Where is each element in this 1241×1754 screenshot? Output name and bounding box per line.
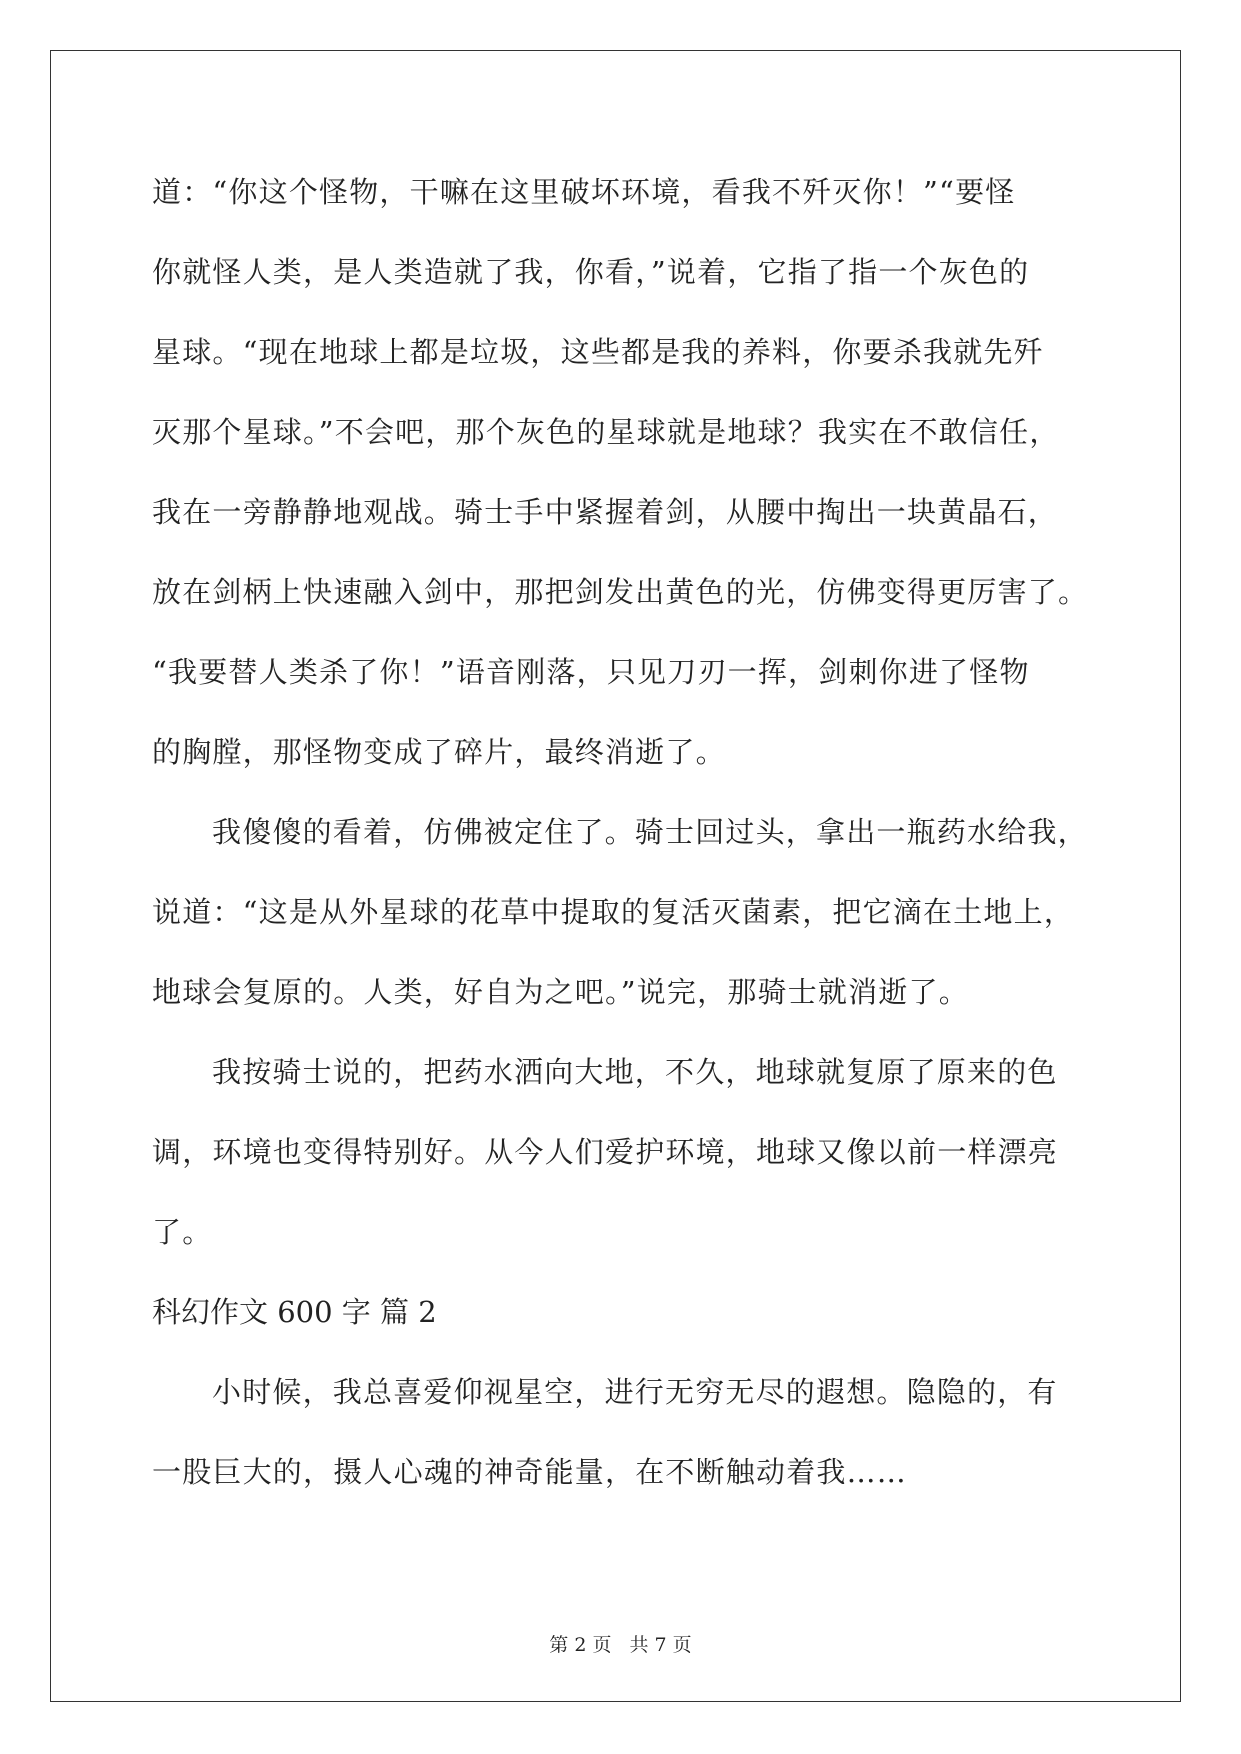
paragraph-line: 我按骑士说的，把药水洒向大地，不久，地球就复原了原来的色 <box>212 1055 1058 1089</box>
paragraph-line: 了。 <box>152 1215 213 1249</box>
paragraph-line: 星球。“现在地球上都是垃圾，这些都是我的养料，你要杀我就先歼 <box>152 335 1044 369</box>
paragraph-line: 灭那个星球。”不会吧，那个灰色的星球就是地球？我实在不敢信任， <box>152 415 1060 449</box>
paragraph-line: 说道：“这是从外星球的花草中提取的复活灭菌素，把它滴在土地上， <box>152 895 1075 929</box>
paragraph-line: 小时候，我总喜爱仰视星空，进行无穷无尽的遐想。隐隐的，有 <box>212 1375 1058 1409</box>
paragraph-line: “我要替人类杀了你！”语音刚落，只见刀刃一挥，剑刺你进了怪物 <box>152 655 1030 689</box>
paragraph-line: 一股巨大的，摄人心魂的神奇能量，在不断触动着我…… <box>152 1455 908 1489</box>
paragraph-line: 的胸膛，那怪物变成了碎片，最终消逝了。 <box>152 735 726 769</box>
page-footer <box>0 1630 1241 1657</box>
page-number: 第 2 页 <box>549 1634 612 1656</box>
document-body <box>152 160 1092 1520</box>
paragraph-line: 调，环境也变得特别好。从今人们爱护环境，地球又像以前一样漂亮 <box>152 1135 1059 1169</box>
page-total: 共 7 页 <box>629 1634 692 1656</box>
paragraph-line: 地球会复原的。人类，好自为之吧。”说完，那骑士就消逝了。 <box>152 975 969 1009</box>
paragraph-line: 放在剑柄上快速融入剑中，那把剑发出黄色的光，仿佛变得更厉害了。 <box>152 575 1089 609</box>
paragraph-line: 我在一旁静静地观战。骑士手中紧握着剑，从腰中掏出一块黄晶石， <box>152 495 1059 529</box>
paragraph-line: 你就怪人类，是人类造就了我，你看，”说着，它指了指一个灰色的 <box>152 255 1030 289</box>
paragraph-line: 道：“你这个怪物，干嘛在这里破坏环境，看我不歼灭你！”“要怪 <box>152 175 1016 209</box>
section-heading: 科幻作文 600 字 篇 2 <box>152 1295 437 1329</box>
paragraph-line: 我傻傻的看着，仿佛被定住了。骑士回过头，拿出一瓶药水给我， <box>212 815 1088 849</box>
